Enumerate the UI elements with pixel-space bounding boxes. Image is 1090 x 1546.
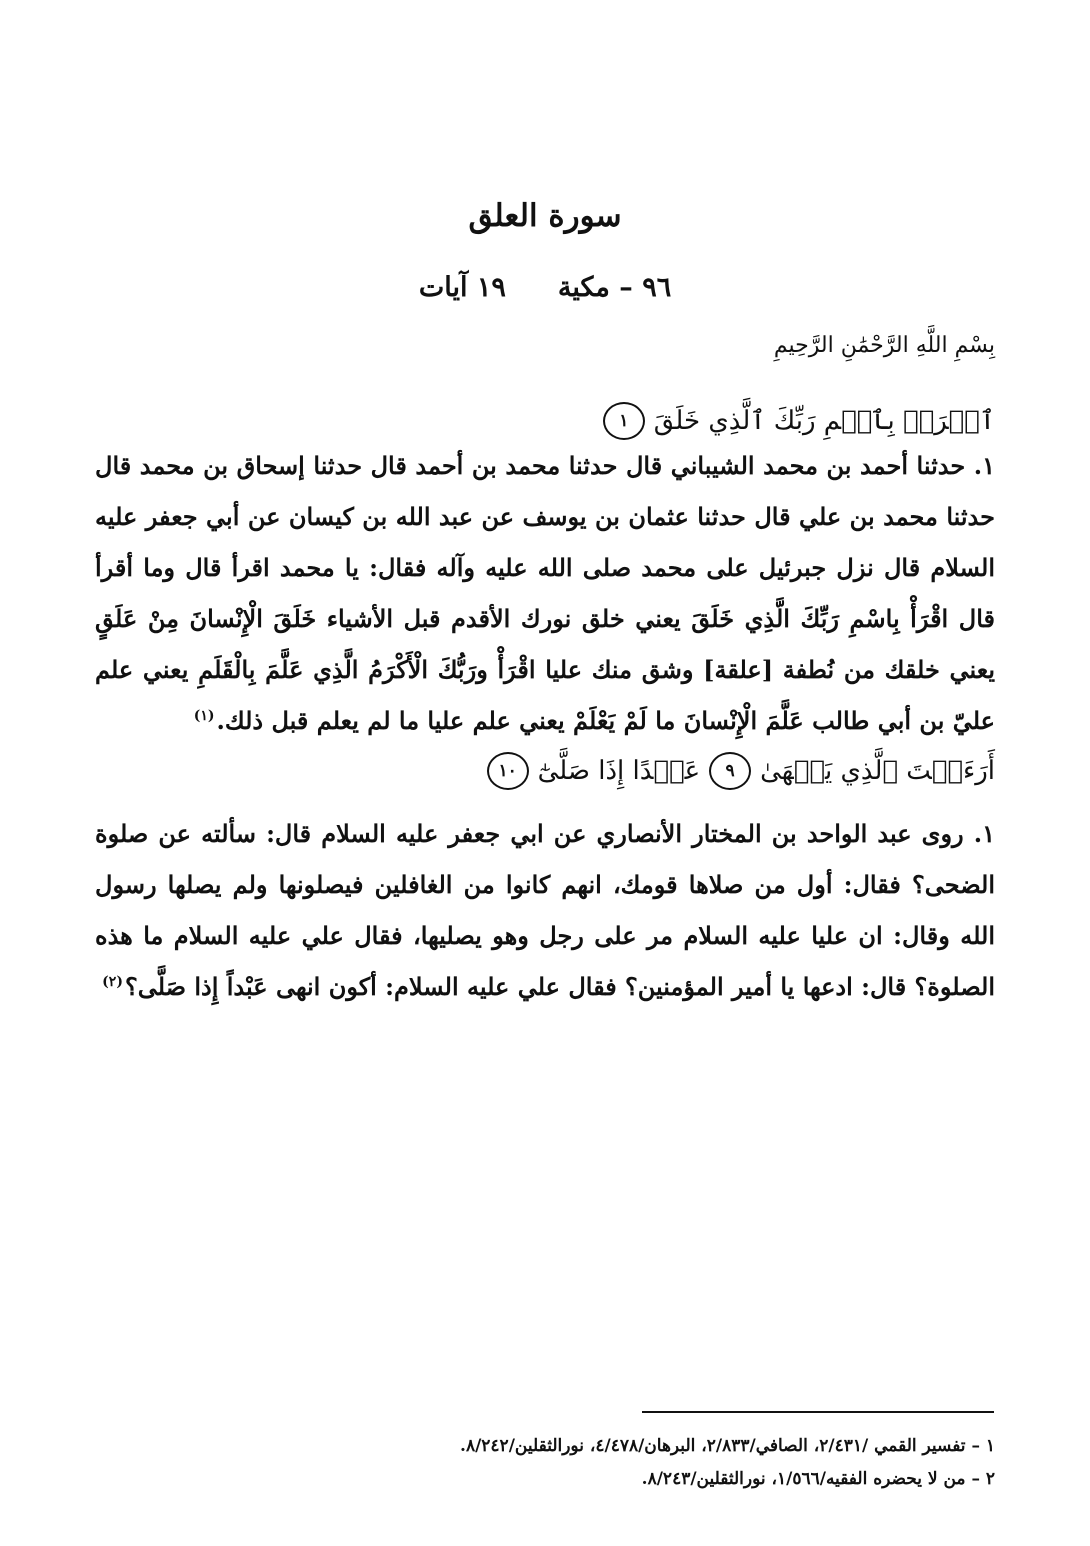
surah-verses-count: ١٩ آيات (418, 272, 506, 303)
quran-verse-2 (95, 748, 995, 794)
footnote-1: ١ – تفسير القمي /٢/٤٣١، الصافي/٢/٨٣٣، البرهان/٤/٤٧٨، نورالثقلين/٨/٢٤٢. (460, 1436, 995, 1456)
ayah-number-marker: ١ (603, 402, 645, 440)
footnotes (95, 1430, 995, 1496)
basmala: بِسْمِ اللَّهِ الرَّحْمَٰنِ الرَّحِيمِ (773, 333, 995, 358)
quran-verse-1 (95, 398, 995, 444)
footnote-reference: (١) (193, 708, 215, 724)
footnote-reference: (٢) (102, 974, 123, 990)
hadith-text: ١. روى عبد الواحد بن المختار الأنصاري عن ابي جعفر عليه السلام قال: سألته عن صلوة الضحى؟ فقال: أول من صلاها قومك، انهم كانوا من الغافلين فيصلونها ولم يصلها رسول الله وقال: ان عليا عليه السلام مر على رجل وهو يصليها، فقال علي عليه السلام ما هذه الصلوة؟ قال: ادعها يا أمير المؤمنين؟ فقال علي عليه السلام: أكون انهى عَبْداً إِذا صَلَّى؟ (95, 819, 995, 1001)
surah-number-place: ٩٦ – مكية (557, 272, 672, 303)
ayah-number-marker: ٩ (709, 752, 751, 790)
hadith-text: ١. حدثنا أحمد بن محمد الشيباني قال حدثنا محمد بن أحمد قال حدثنا إسحاق بن محمد قال حدثنا محمد بن علي قال حدثنا عثمان بن يوسف عن عبد الله بن كيسان عن أبي جعفر عليه السلام قال نزل جبرئيل على محمد صلى الله عليه وآله فقال: يا محمد اقرأ قال وما أقرأ قال اقْرَأْ بِاسْمِ رَبِّكَ الَّذِي خَلَقَ يعني خلق نورك الأقدم قبل الأشياء خَلَقَ الْإِنْسانَ مِنْ عَلَقٍ يعني خلقك من نُطفة [علقة] وشق منك عليا اقْرَأْ ورَبُّكَ الْأَكْرَمُ الَّذِي عَلَّمَ بِالْقَلَمِ يعني علم عليّ بن أبي طالب عَلَّمَ الْإِنْسانَ ما لَمْ يَعْلَمْ يعني علم عليا ما لم يعلم قبل ذلك. (95, 451, 995, 735)
ayah-number-marker: ١٠ (487, 752, 529, 790)
verse-text: عَبۡدًا إِذَا صَلَّىٰٓ (537, 756, 701, 786)
footnote-2: ٢ – من لا يحضره الفقيه/١/٥٦٦، نورالثقلين/٨/٢٤٣. (641, 1469, 995, 1489)
verse-text: أَرَءَيۡتَ ٱلَّذِي يَنۡهَىٰ (760, 756, 995, 786)
footnote-divider (642, 1411, 994, 1413)
verse-text: ٱقۡرَأۡ بِٱسۡمِ رَبِّكَ ٱلَّذِي خَلَقَ (653, 406, 995, 436)
hadith-paragraph-1 (95, 440, 995, 746)
surah-meta (330, 268, 760, 308)
hadith-paragraph-2 (95, 808, 995, 1012)
surah-title: سورة العلق (468, 198, 622, 234)
